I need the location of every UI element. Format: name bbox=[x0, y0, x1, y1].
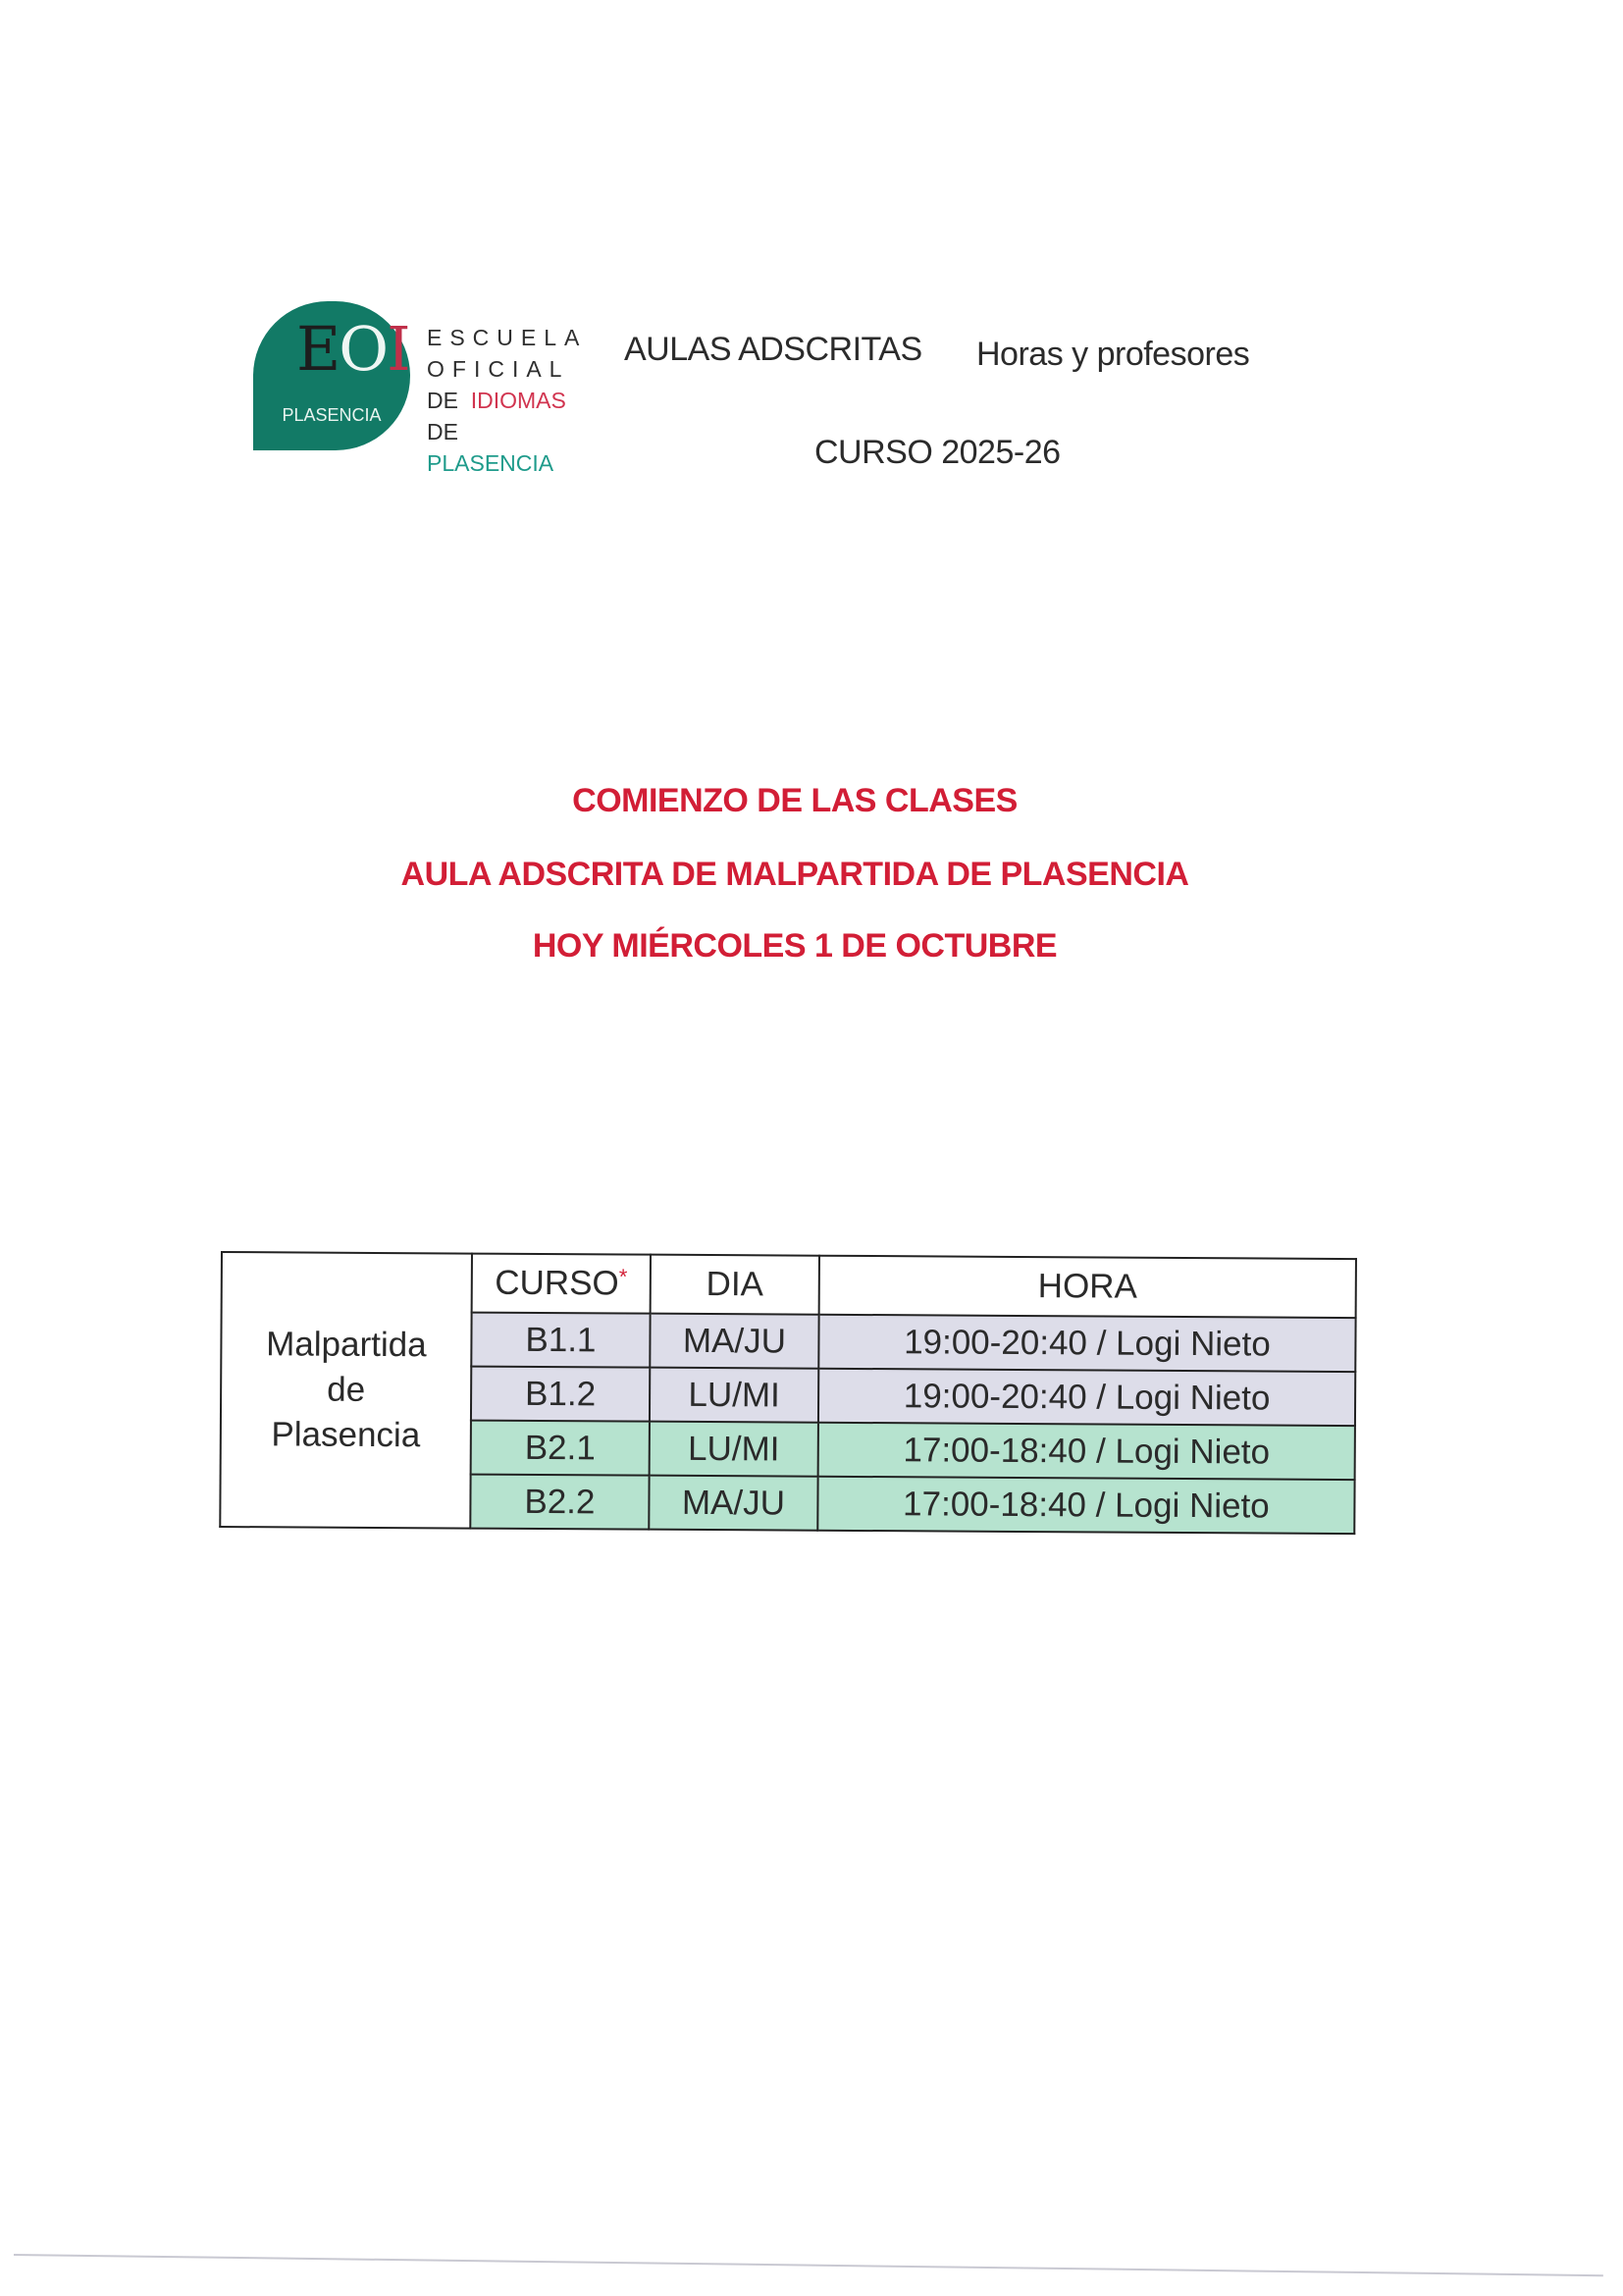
announcement-line-1: COMIENZO DE LAS CLASES bbox=[572, 782, 1018, 819]
course-year: CURSO 2025-26 bbox=[814, 434, 1061, 471]
section-subtitle: Horas y profesores bbox=[976, 336, 1250, 373]
dia-cell: MA/JU bbox=[649, 1476, 817, 1531]
dia-cell: MA/JU bbox=[650, 1314, 818, 1369]
hora-cell: 19:00-20:40 / Logi Nieto bbox=[818, 1315, 1355, 1372]
logo-badge-caption: PLASENCIA bbox=[282, 405, 382, 425]
table-header-row bbox=[222, 1252, 1356, 1318]
scan-edge-line bbox=[14, 2254, 1603, 2276]
column-header-curso: CURSO* bbox=[472, 1254, 651, 1314]
logo-eoi-monogram: EOI bbox=[296, 313, 409, 385]
logo-wordmark: ESCUELA OFICIAL DE IDIOMAS DE PLASENCIA bbox=[427, 325, 588, 476]
column-header-dia: DIA bbox=[651, 1255, 819, 1315]
hora-cell: 17:00-18:40 / Logi Nieto bbox=[818, 1423, 1355, 1480]
schedule-table bbox=[219, 1251, 1357, 1535]
location-cell: Malpartida de Plasencia bbox=[220, 1252, 472, 1529]
dia-cell: LU/MI bbox=[650, 1422, 818, 1477]
logo-badge bbox=[253, 301, 410, 450]
school-logo bbox=[253, 301, 588, 476]
curso-cell: B2.1 bbox=[471, 1421, 650, 1476]
curso-cell: B1.2 bbox=[471, 1367, 650, 1422]
dia-cell: LU/MI bbox=[650, 1368, 818, 1423]
asterisk-marker: * bbox=[618, 1264, 628, 1289]
hora-cell: 17:00-18:40 / Logi Nieto bbox=[817, 1477, 1354, 1534]
curso-cell: B1.1 bbox=[471, 1313, 650, 1368]
section-title: AULAS ADSCRITAS bbox=[624, 331, 922, 368]
announcement-line-3: HOY MIÉRCOLES 1 DE OCTUBRE bbox=[532, 927, 1058, 965]
curso-cell: B2.2 bbox=[470, 1475, 649, 1530]
hora-cell: 19:00-20:40 / Logi Nieto bbox=[818, 1369, 1355, 1426]
column-header-hora: HORA bbox=[819, 1256, 1356, 1318]
announcement-line-2: AULA ADSCRITA DE MALPARTIDA DE PLASENCIA bbox=[400, 856, 1189, 893]
